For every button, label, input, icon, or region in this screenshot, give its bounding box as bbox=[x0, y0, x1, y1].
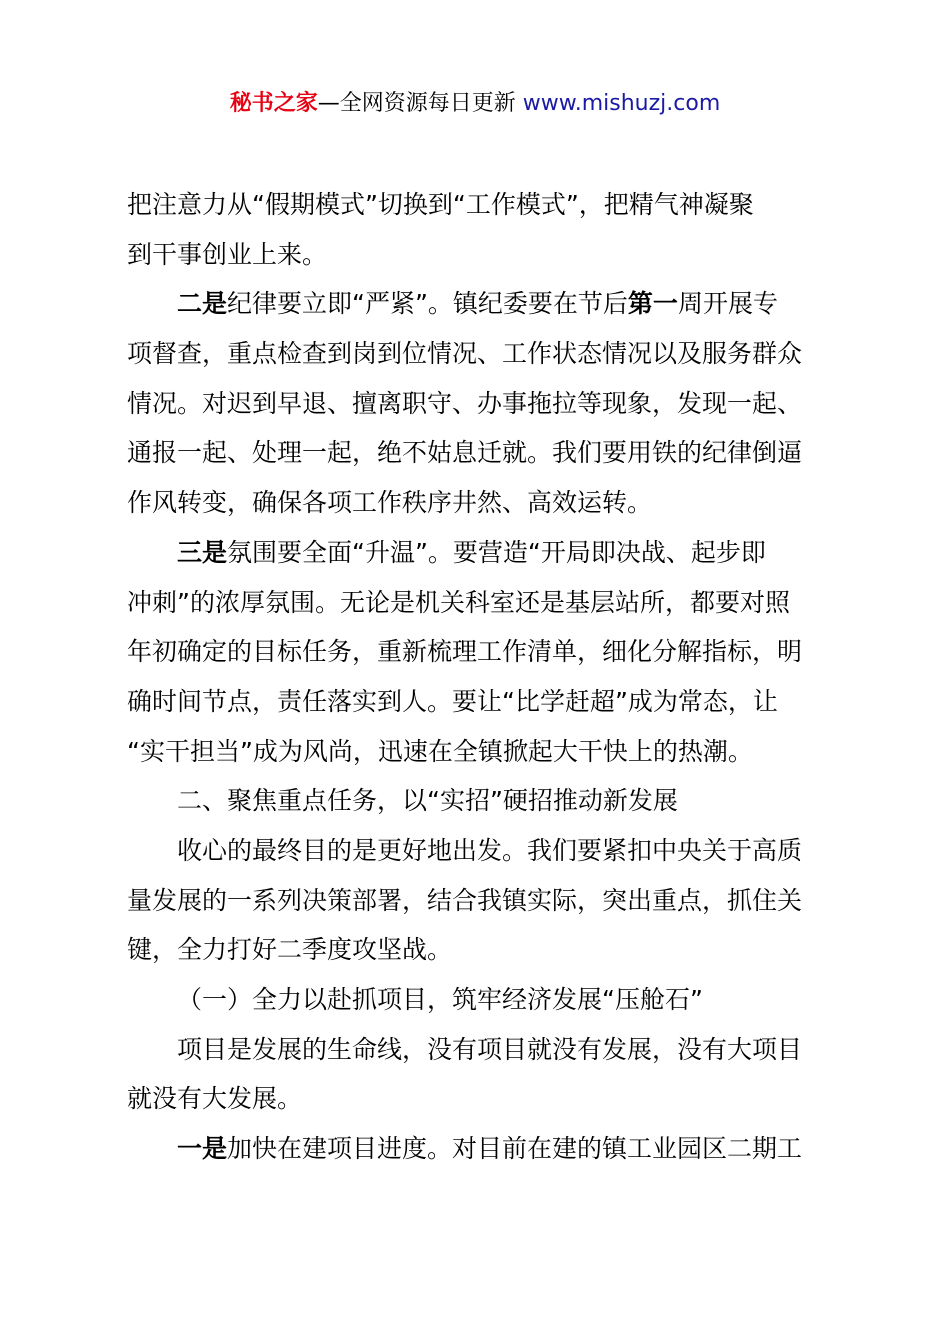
paragraph-line: 量发展的一系列决策部署，结合我镇实际，突出重点，抓住关 bbox=[127, 885, 803, 915]
paragraph-text: 纪律要立即“严紧”。镇纪委要在节后 bbox=[227, 289, 628, 319]
site-url-link[interactable]: www.mishuzj.com bbox=[522, 91, 721, 116]
document-body bbox=[127, 180, 833, 1174]
paragraph-text: 周开展专 bbox=[677, 289, 778, 319]
paragraph-text: 氛围要全面“升温”。要营造“开局即决战、起步即 bbox=[227, 537, 766, 567]
page-header bbox=[0, 88, 950, 120]
subsection-heading: （一）全力以赴抓项目，筑牢经济发展“压舱石” bbox=[177, 985, 703, 1014]
paragraph-line: 就没有大发展。 bbox=[127, 1084, 303, 1114]
brand-name: 秘书之家 bbox=[229, 91, 318, 116]
paragraph-line: 确时间节点，责任落实到人。要让“比学赶超”成为常态，让 bbox=[127, 686, 778, 716]
paragraph-line: 收心的最终目的是更好地出发。我们要紧扣中央关于高质 bbox=[177, 835, 803, 865]
paragraph-line: 通报一起、处理一起，绝不姑息迁就。我们要用铁的纪律倒逼 bbox=[127, 438, 803, 468]
header-slogan: —全网资源每日更新 bbox=[317, 91, 523, 116]
bold-lead: 三是 bbox=[177, 537, 228, 567]
paragraph-line bbox=[127, 528, 833, 578]
paragraph-line: 键，全力打好二季度攻坚战。 bbox=[127, 935, 453, 965]
bold-lead: 二是 bbox=[177, 289, 228, 319]
paragraph-line: 作风转变，确保各项工作秩序井然、高效运转。 bbox=[127, 488, 653, 518]
paragraph-line: 把注意力从“假期模式”切换到“工作模式”，把精气神凝聚 bbox=[127, 190, 754, 219]
paragraph-text: 加快在建项目进度。对目前在建的镇工业园区二期工 bbox=[227, 1134, 803, 1164]
paragraph-line: 项目是发展的生命线，没有项目就没有发展，没有大项目 bbox=[177, 1034, 803, 1064]
bold-inline: 第一 bbox=[627, 289, 678, 319]
bold-lead: 一是 bbox=[177, 1134, 228, 1164]
paragraph-line bbox=[127, 1124, 833, 1174]
paragraph-line: 冲刺”的浓厚氛围。无论是机关科室还是基层站所，都要对照 bbox=[127, 587, 790, 617]
paragraph-line: “实干担当”成为风尚，迅速在全镇掀起大干快上的热潮。 bbox=[127, 736, 753, 766]
paragraph-line bbox=[127, 279, 833, 329]
paragraph-line: 情况。对迟到早退、擅离职守、办事拖拉等现象，发现一起、 bbox=[127, 388, 803, 418]
paragraph-line: 到干事创业上来。 bbox=[127, 239, 328, 269]
section-heading: 二、聚焦重点任务，以“实招”硬招推动新发展 bbox=[177, 786, 678, 816]
paragraph-line: 项督查，重点检查到岗到位情况、工作状态情况以及服务群众 bbox=[127, 339, 803, 369]
paragraph-line: 年初确定的目标任务，重新梳理工作清单，细化分解指标，明 bbox=[127, 637, 803, 667]
